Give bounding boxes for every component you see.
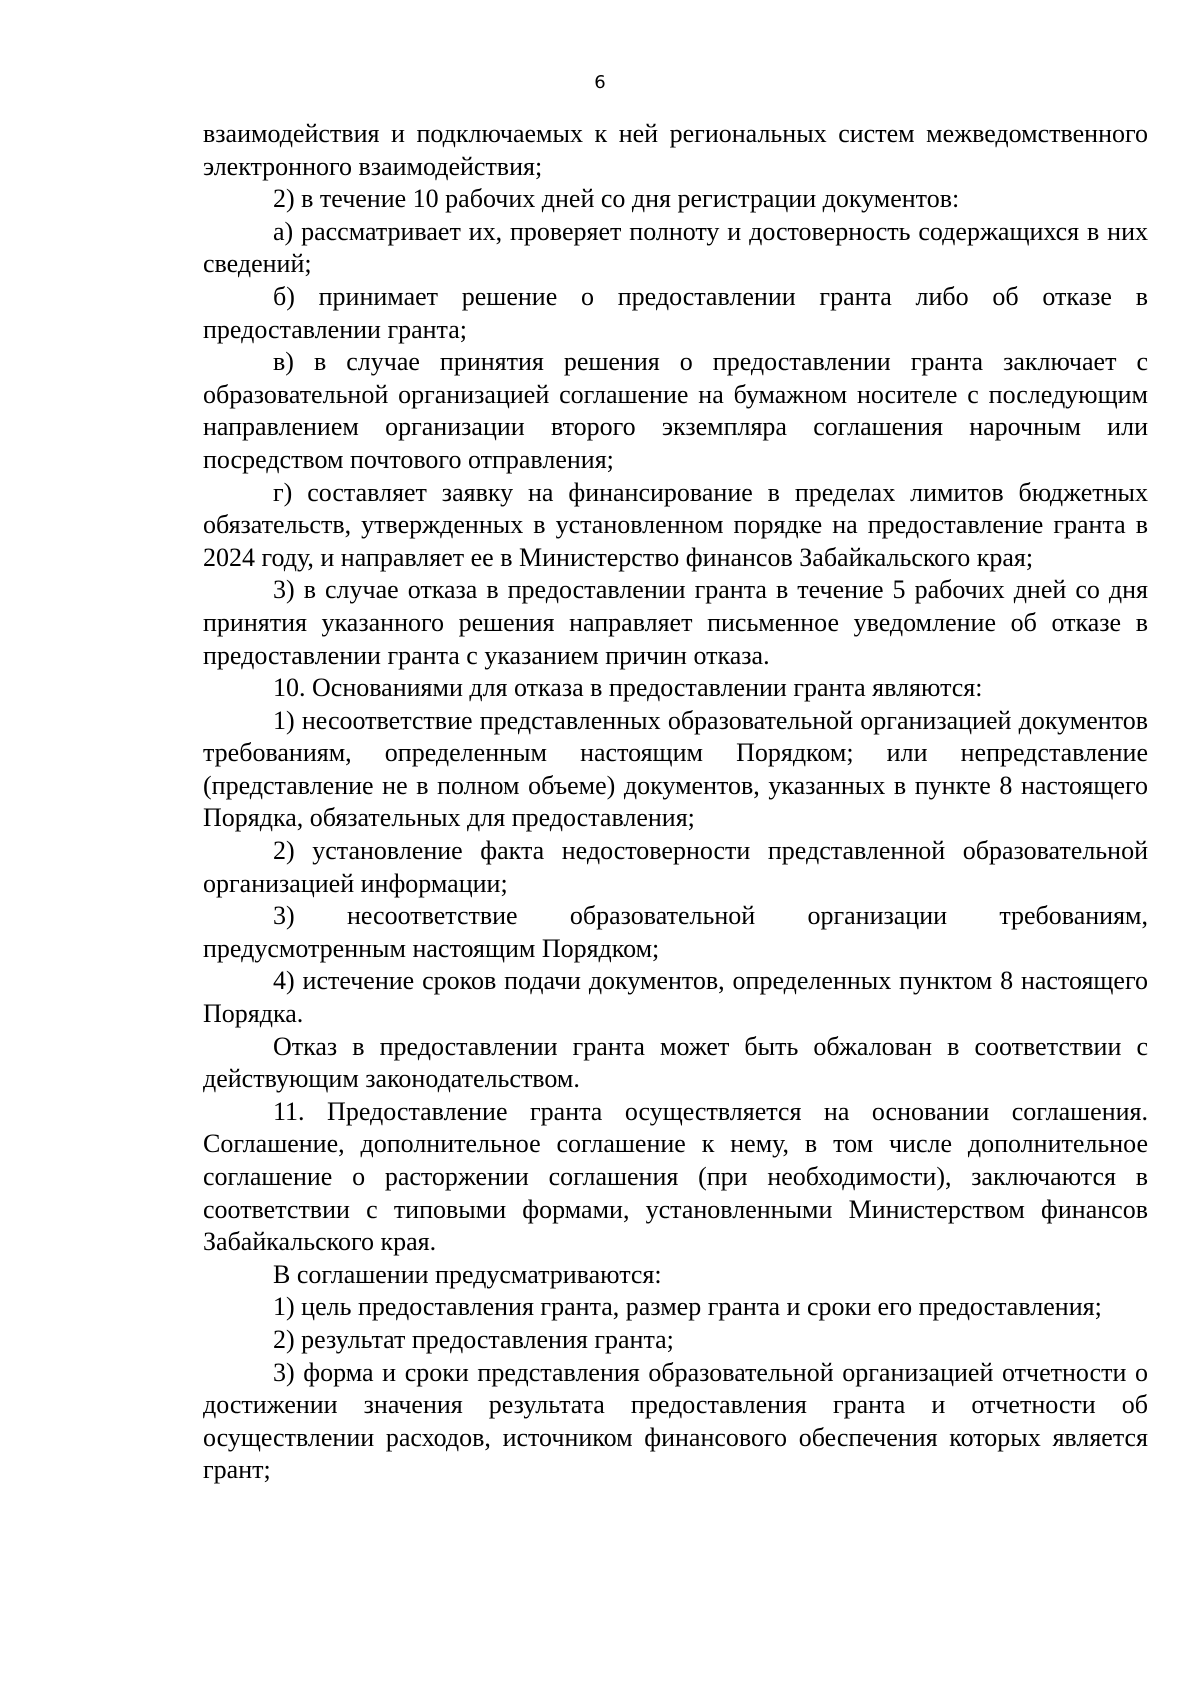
paragraph: Отказ в предоставлении гранта может быть обжалован в соответствии с действующим законодательством. bbox=[203, 1031, 1148, 1094]
paragraph: б) принимает решение о предоставлении гранта либо об отказе в предоставлении гранта; bbox=[203, 281, 1148, 344]
page-number: 6 bbox=[594, 72, 606, 93]
paragraph: 1) несоответствие представленных образовательной организацией документов требованиям, определенным настоящим Порядком; или непредставление (представление не в полном объеме) документов, указанных в пункте 8 настоящего Порядка, обязательных для предоставления; bbox=[203, 705, 1148, 833]
paragraph: взаимодействия и подключаемых к ней региональных систем межведомственного электронного взаимодействия; bbox=[203, 119, 1148, 181]
paragraph: г) составляет заявку на финансирование в пределах лимитов бюджетных обязательств, утвержденных в установленном порядке на предоставление гранта в 2024 году, и направляет ее в Министерство финансов Забайкальского края; bbox=[203, 477, 1148, 572]
paragraph: 10. Основаниями для отказа в предоставлении гранта являются: bbox=[273, 673, 983, 703]
paragraph: 3) форма и сроки представления образовательной организацией отчетности о достижении значения результата предоставления гранта и отчетности об осуществлении расходов, источником финансового обеспечения которых является грант; bbox=[203, 1357, 1148, 1485]
paragraph: 4) истечение сроков подачи документов, определенных пунктом 8 настоящего Порядка. bbox=[203, 966, 1148, 1029]
paragraph: В соглашении предусматриваются: bbox=[273, 1259, 662, 1289]
paragraph: в) в случае принятия решения о предоставлении гранта заключает с образовательной организацией соглашение на бумажном носителе с последующим направлением организации второго экземпляра соглашения нарочным или посредством почтового отправления; bbox=[203, 347, 1148, 474]
paragraph: 2) в течение 10 рабочих дней со дня регистрации документов: bbox=[273, 184, 960, 214]
paragraph: 2) результат предоставления гранта; bbox=[273, 1324, 674, 1354]
paragraph: а) рассматривает их, проверяет полноту и достоверность содержащихся в них сведений; bbox=[203, 216, 1148, 279]
paragraph: 3) несоответствие образовательной организации требованиям, предусмотренным настоящим Порядком; bbox=[203, 901, 1148, 963]
paragraph: 3) в случае отказа в предоставлении гранта в течение 5 рабочих дней со дня принятия указанного решения направляет письменное уведомление об отказе в предоставлении гранта с указанием причин отказа. bbox=[203, 575, 1148, 670]
document-body bbox=[203, 118, 1148, 1487]
paragraph: 11. Предоставление гранта осуществляется на основании соглашения. Соглашение, дополнительное соглашение к нему, в том числе дополнительное соглашение о расторжении соглашения (при необходимости), заключаются в соответствии с типовыми формами, установленными Министерством финансов Забайкальского края. bbox=[203, 1096, 1148, 1257]
paragraph: 2) установление факта недостоверности представленной образовательной организацией информации; bbox=[203, 836, 1148, 898]
paragraph: 1) цель предоставления гранта, размер гранта и сроки его предоставления; bbox=[273, 1292, 1102, 1322]
